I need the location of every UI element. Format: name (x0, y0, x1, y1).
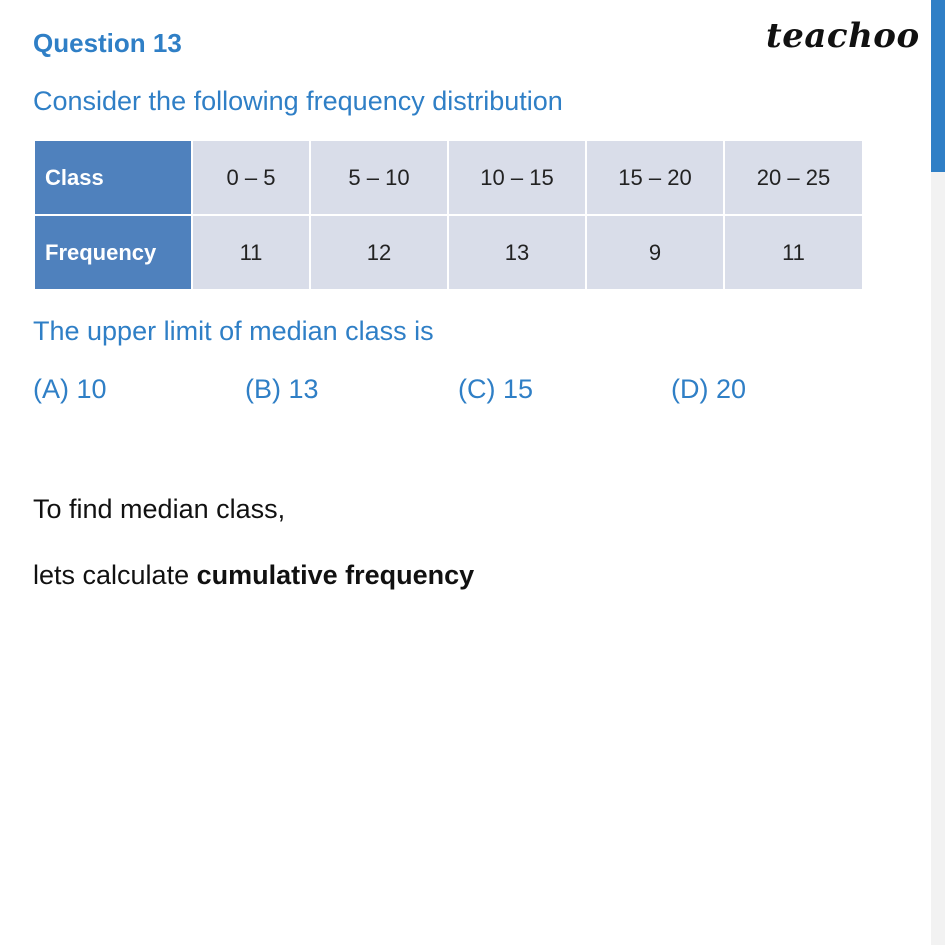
frequency-cell: 11 (724, 215, 863, 290)
option-a: (A) 10 (33, 374, 107, 404)
question-label: Question 13 (33, 28, 182, 58)
option-b: (B) 13 (245, 374, 319, 404)
class-cell: 15 – 20 (586, 140, 724, 215)
class-cell: 10 – 15 (448, 140, 586, 215)
row-header-class: Class (34, 140, 192, 215)
teachoo-logo: teachoo (766, 16, 920, 56)
answer-options (33, 374, 793, 410)
class-cell: 20 – 25 (724, 140, 863, 215)
scrollbar-thumb[interactable] (931, 0, 945, 172)
row-header-frequency: Frequency (34, 215, 192, 290)
class-cell: 5 – 10 (310, 140, 448, 215)
class-cell: 0 – 5 (192, 140, 310, 215)
option-d: (D) 20 (671, 374, 747, 404)
table-row-class (34, 140, 863, 215)
frequency-cell: 9 (586, 215, 724, 290)
solution-line-2 (33, 560, 474, 591)
solution-line-2-prefix: lets calculate (33, 560, 197, 590)
solution-line-2-bold: cumulative frequency (196, 560, 475, 590)
scrollbar[interactable] (931, 0, 945, 945)
question-text: The upper limit of median class is (33, 316, 434, 346)
option-c: (C) 15 (458, 374, 534, 404)
table-row-frequency (34, 215, 863, 290)
frequency-cell: 11 (192, 215, 310, 290)
solution-line-1: To find median class, (33, 494, 286, 524)
frequency-cell: 12 (310, 215, 448, 290)
frequency-table (33, 139, 864, 291)
frequency-cell: 13 (448, 215, 586, 290)
intro-text: Consider the following frequency distribution (33, 86, 563, 116)
